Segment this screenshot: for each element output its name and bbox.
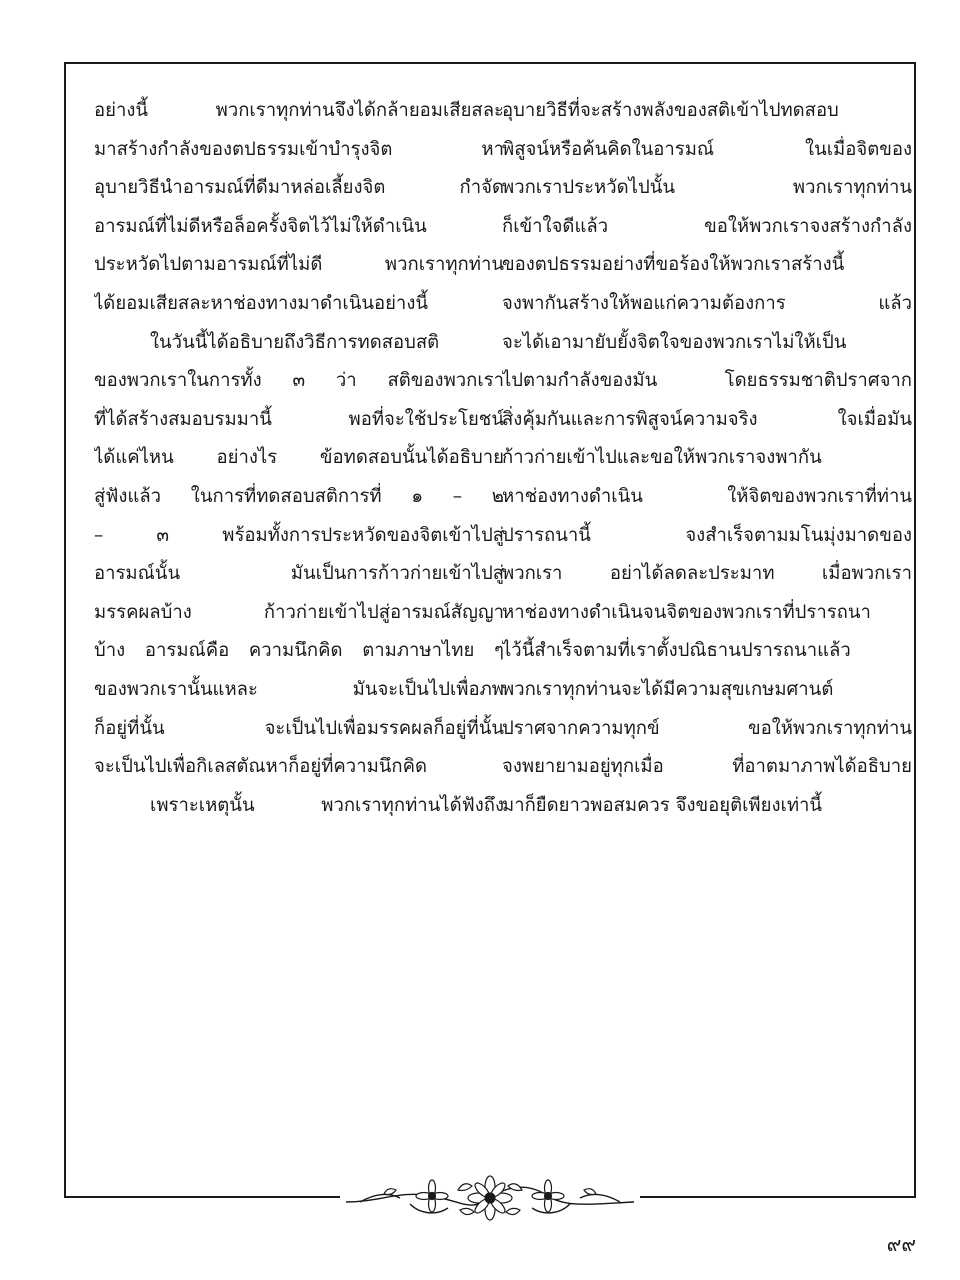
body-line: อุบายวิธีนำอารมณ์ที่ดีมาหล่อเลี้ยงจิต กำจัด xyxy=(94,177,504,199)
body-line: ปราศจากความทุกข์ ขอให้พวกเราทุกท่าน xyxy=(502,717,912,739)
body-line: มรรคผลบ้าง ก้าวก่ายเข้าไปสู่อารมณ์สัญญา xyxy=(94,601,504,623)
body-line: มาสร้างกำลังของตปธรรมเข้าบำรุงจิต หา xyxy=(94,138,504,160)
body-line: จงพยายามอยู่ทุกเมื่อ ที่อาตมาภาพได้อธิบาย xyxy=(502,756,912,778)
body-line: ได้ยอมเสียสละหาช่องทางมาดำเนินอย่างนี้ xyxy=(94,292,429,314)
body-line: พวกเราประหวัดไปนั้น พวกเราทุกท่าน xyxy=(502,177,912,199)
left-column xyxy=(94,92,504,825)
body-line: ไว้นี้สำเร็จตามที่เราตั้งปณิธานปรารถนาแล้ว xyxy=(502,640,851,662)
body-line: หาช่องทางดำเนิน ให้จิตของพวกเราที่ท่าน xyxy=(502,485,912,507)
body-line: ที่ได้สร้างสมอบรมมานี้ พอที่จะใช้ประโยชน์ xyxy=(94,408,504,430)
body-line: บ้าง อารมณ์คือ ความนึกคิด ตามภาษาไทย ๆ xyxy=(94,640,504,662)
body-line: สิ่งคุ้มกันและการพิสูจน์ความจริง ใจเมื่อมัน xyxy=(502,408,912,430)
body-line: อย่างนี้ พวกเราทุกท่านจึงได้กล้ายอมเสียสละ xyxy=(94,100,504,121)
body-line: สู่ฟังแล้ว ในการที่ทดสอบสติการที่ ๑ – ๒ xyxy=(94,485,504,507)
body-line: ก็เข้าใจดีแล้ว ขอให้พวกเราจงสร้างกำลัง xyxy=(502,215,912,237)
body-line: พวกเราทุกท่านจะได้มีความสุขเกษมศานต์ xyxy=(502,678,834,700)
paragraph-start: เพราะเหตุนั้น พวกเราทุกท่านได้ฟังถึง xyxy=(150,794,504,816)
body-line: จะได้เอามายับยั้งจิตใจของพวกเราไม่ให้เป็น xyxy=(502,331,847,353)
body-line: ของพวกเรานั้นแหละ มันจะเป็นไปเพื่อภพ xyxy=(94,678,504,700)
body-line: ปรารถนานี้ จงสำเร็จตามมโนมุ่งมาดของ xyxy=(502,524,912,546)
body-line: พิสูจน์หรือค้นคิดในอารมณ์ ในเมื่อจิตของ xyxy=(502,138,912,160)
right-column xyxy=(502,92,912,825)
body-line: – ๓ พร้อมทั้งการประหวัดของจิตเข้าไปสู่ xyxy=(94,524,504,546)
body-line: หาช่องทางดำเนินจนจิตของพวกเราที่ปรารถนา xyxy=(502,601,871,623)
page-number: ๙๙ xyxy=(886,1232,916,1256)
body-line: มาก็ยืดยาวพอสมควร จึงขอยุติเพียงเท่านี้ xyxy=(502,794,823,816)
body-line: จงพากันสร้างให้พอแก่ความต้องการ แล้ว xyxy=(502,292,912,314)
body-line: ของตปธรรมอย่างที่ขอร้องให้พวกเราสร้างนี้ xyxy=(502,254,845,276)
body-line: ประหวัดไปตามอารมณ์ที่ไม่ดี พวกเราทุกท่าน xyxy=(94,254,504,276)
floral-ornament-icon xyxy=(340,1168,640,1228)
body-line: อารมณ์ที่ไม่ดีหรือล็อครั้งจิตไว้ไม่ให้ดำเนิน xyxy=(94,215,427,237)
body-line: อุบายวิธีที่จะสร้างพลังของสติเข้าไปทดสอบ xyxy=(502,100,839,121)
body-line: ก้าวก่ายเข้าไปและขอให้พวกเราจงพากัน xyxy=(502,447,822,469)
body-line: ของพวกเราในการทั้ง ๓ ว่า สติของพวกเรา xyxy=(94,370,504,392)
body-line: ได้แค่ไหน อย่างไร ข้อทดสอบนั้นได้อธิบาย xyxy=(94,447,504,469)
body-line: จะเป็นไปเพื่อกิเลสตัณหาก็อยู่ที่ความนึกคิด xyxy=(94,756,428,778)
body-line: ไปตามกำลังของมัน โดยธรรมชาติปราศจาก xyxy=(502,370,912,392)
page-frame xyxy=(64,62,916,1198)
paragraph-start: ในวันนี้ได้อธิบายถึงวิธีการทดสอบสติ xyxy=(150,331,440,353)
body-line: พวกเรา อย่าได้ลดละประมาท เมื่อพวกเรา xyxy=(502,563,912,585)
body-line: อารมณ์นั้น มันเป็นการก้าวก่ายเข้าไปสู่ xyxy=(94,563,504,585)
body-line: ก็อยู่ที่นั้น จะเป็นไปเพื่อมรรคผลก็อยู่ที่นั้น xyxy=(94,717,504,739)
